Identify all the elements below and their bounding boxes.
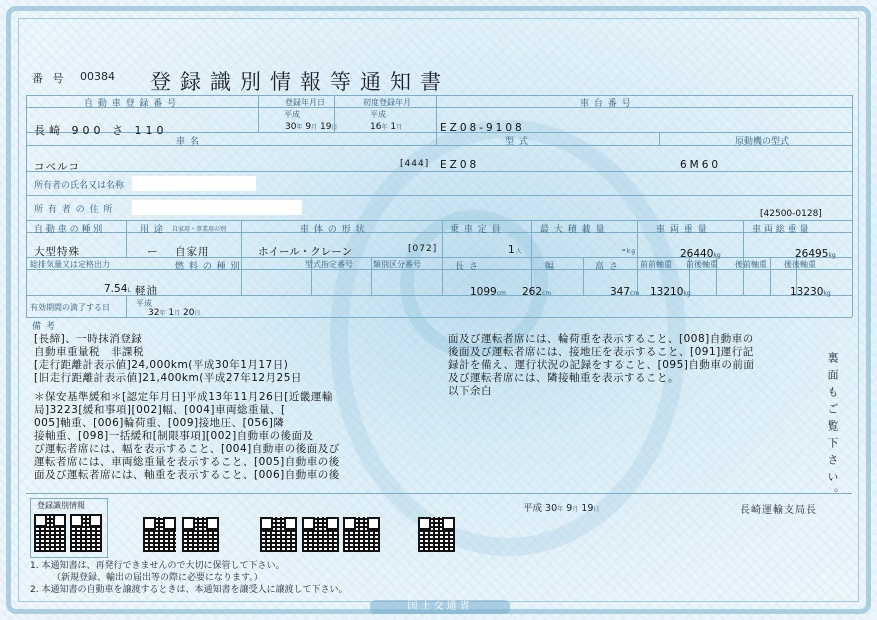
remarks-line: [走行距離計表示値]24,000km(平成30年1月17日) — [34, 359, 289, 371]
gross-weight: 26495kg — [795, 248, 836, 260]
remarks-line: [長締]、一時抹消登録 — [34, 333, 143, 345]
qr-code-1 — [34, 514, 66, 552]
qr-code-4 — [182, 517, 219, 552]
reg-no-label: 自 動 車 登 録 番 号 — [84, 99, 178, 109]
type-designation-label: 型式指定番号 — [305, 260, 353, 269]
reg-era: 平成 — [284, 110, 300, 119]
max-load-label: 最 大 積 載 量 — [540, 225, 606, 235]
first-reg-era: 平成 — [370, 110, 386, 119]
fuel-type: 軽油 — [135, 285, 158, 297]
expiry-date: 32年 1月 20日 — [148, 308, 201, 318]
vehicle-name-label: 車 名 — [176, 137, 200, 147]
qr-code-3 — [143, 517, 176, 552]
height: 347cm — [610, 286, 640, 298]
vehicle-weight-label: 車 両 重 量 — [656, 225, 708, 235]
model-label: 型 式 — [505, 137, 529, 147]
remarks-line: 以下余白 — [448, 385, 492, 397]
expiry-era: 平成 — [136, 299, 152, 308]
qr-code-8 — [418, 517, 455, 552]
body-code: [072] — [408, 244, 438, 254]
owner-name-redacted — [132, 176, 256, 191]
use-value: ー — [147, 246, 159, 258]
remarks-line: 自動車重量税 非課税 — [34, 346, 144, 358]
owner-address-redacted — [132, 200, 302, 215]
expiry-label: 有効期間の満了する日 — [30, 303, 110, 312]
address-code: [42500-0128] — [760, 209, 822, 219]
model-code: [444] — [400, 159, 430, 169]
footer-note: 1. 本通知書は、再発行できませんので大切に保管して下さい。 — [30, 561, 285, 571]
remarks-line: 局]3223[緩和事項][002]幅、[004]車両総重量、[ — [34, 404, 286, 416]
max-load: -kg — [622, 244, 637, 256]
qr-code-7 — [343, 517, 380, 552]
rear-front-axle-label: 後前軸重 — [735, 260, 767, 269]
reg-date-label: 登録年月日 — [285, 98, 325, 107]
displacement: 7.54L — [104, 283, 131, 295]
remarks-line: 運転者席には、車両総重量を表示すること、[005]自動車の後 — [34, 456, 340, 468]
body-shape: ホイール・クレーン — [258, 246, 353, 258]
remarks-line: 後面及び運転者席には、接地圧を表示すること、[091]運行記 — [448, 346, 754, 358]
remarks-line: ＊保安基準緩和＊[認定年月日]平成13年11月26日[近畿運輸 — [34, 391, 333, 403]
model: EZ08 — [440, 159, 480, 171]
gross-weight-label: 車 両 総 重 量 — [752, 225, 809, 235]
chassis-number: EZ08-9108 — [440, 122, 525, 134]
body-shape-label: 車 体 の 形 状 — [300, 225, 366, 235]
footer-notes — [30, 560, 347, 596]
qr-box-label: 登録識別情報 — [37, 501, 85, 510]
height-label: 高 さ — [595, 262, 619, 272]
document-number: 00384 — [80, 70, 115, 83]
vehicle-name: コベルコ — [34, 161, 80, 173]
remarks-line: び運転者席には、幅を表示すること、[004]自動車の後面及び — [34, 443, 340, 455]
number-label: 番 号 — [32, 72, 67, 85]
footer-note: （新規登録、輸出の届出等の際に必要になります。） — [52, 573, 263, 583]
remarks-label: 備 考 — [32, 322, 56, 332]
length-label: 長 さ — [455, 262, 479, 272]
remarks-line: 録計を備え、運行状況の記録をすること、[095]自動車の前面 — [448, 359, 755, 371]
remarks-line: [旧走行距離計表示値]21,400km(平成27年12月25日 — [34, 372, 302, 384]
issue-date: 平成 30年 9月 19日 — [523, 503, 600, 514]
remarks-line: 接軸重、[098]一括緩和[制限事項][002]自動車の後面及 — [34, 430, 314, 442]
fuel-label: 燃 料 の 種 別 — [175, 262, 241, 272]
rear-rear-axle-label: 後後軸重 — [784, 260, 816, 269]
remarks-line: 及び運転者席には、隣接軸重を表示すること。 — [448, 372, 679, 384]
document-title: 登録識別情報等通知書 — [150, 70, 450, 94]
chassis-label: 車 台 番 号 — [580, 99, 632, 109]
class-label: 類別区分番号 — [373, 260, 421, 269]
capacity-label: 乗 車 定 員 — [450, 225, 502, 235]
front-front-axle-label: 前前軸重 — [640, 260, 672, 269]
vehicle-kind: 大型特殊 — [34, 246, 80, 258]
vehicle-weight: 26440kg — [680, 248, 721, 260]
owner-name-label: 所有者の氏名又は名称 — [34, 181, 125, 191]
footer-note: 2. 本通知書の自動車を譲渡するときは、本通知書を譲受人に譲渡して下さい。 — [30, 585, 348, 595]
issuer: 長崎運輸支局長 — [740, 505, 817, 516]
engine-model: 6M60 — [680, 159, 722, 171]
remarks-line: 面及び運転者席には、輪荷重を表示すること、[008]自動車の — [448, 333, 754, 345]
qr-code-5 — [260, 517, 297, 552]
rear-rear-axle-weight: 13230kg — [790, 286, 831, 298]
front-rear-axle-label: 前後軸重 — [686, 260, 718, 269]
engine-model-label: 原動機の型式 — [735, 137, 790, 147]
owner-address-label: 所 有 者 の 住 所 — [34, 205, 114, 215]
remarks-line: 面及び運転者席には、軸重を表示すること、[006]自動車の後 — [34, 469, 340, 481]
width: 262cm — [522, 286, 552, 298]
registration-date: 30年 9月 19日 — [285, 122, 338, 132]
capacity: 1人 — [508, 244, 523, 256]
remarks-right-column — [448, 333, 754, 398]
qr-code-2 — [70, 514, 102, 552]
ministry-stamp: 国土交通省 — [370, 600, 510, 614]
private-use: 自家用 — [175, 246, 210, 258]
remarks-left-column — [34, 333, 340, 482]
qr-code-6 — [302, 517, 339, 552]
use-sub-label: 自家用・事業用の別 — [172, 226, 227, 233]
first-registration-date: 16年 1月 — [370, 122, 403, 132]
first-reg-label: 初度登録年月 — [363, 98, 411, 107]
vehicle-kind-label: 自 動 車 の 種 別 — [34, 225, 103, 235]
length: 1099cm — [470, 286, 506, 298]
see-reverse-note: 裏面もご覧下さい。 — [826, 352, 839, 505]
remarks-line: 005]軸重、[006]輪荷重、[009]接地圧、[056]隣 — [34, 417, 285, 429]
use-label: 用 途 — [140, 225, 164, 235]
front-front-axle-weight: 13210kg — [650, 286, 691, 298]
registration-number: 長崎 900 さ 110 — [34, 124, 168, 137]
width-label: 幅 — [545, 262, 556, 272]
displacement-label: 総排気量又は定格出力 — [30, 260, 110, 269]
